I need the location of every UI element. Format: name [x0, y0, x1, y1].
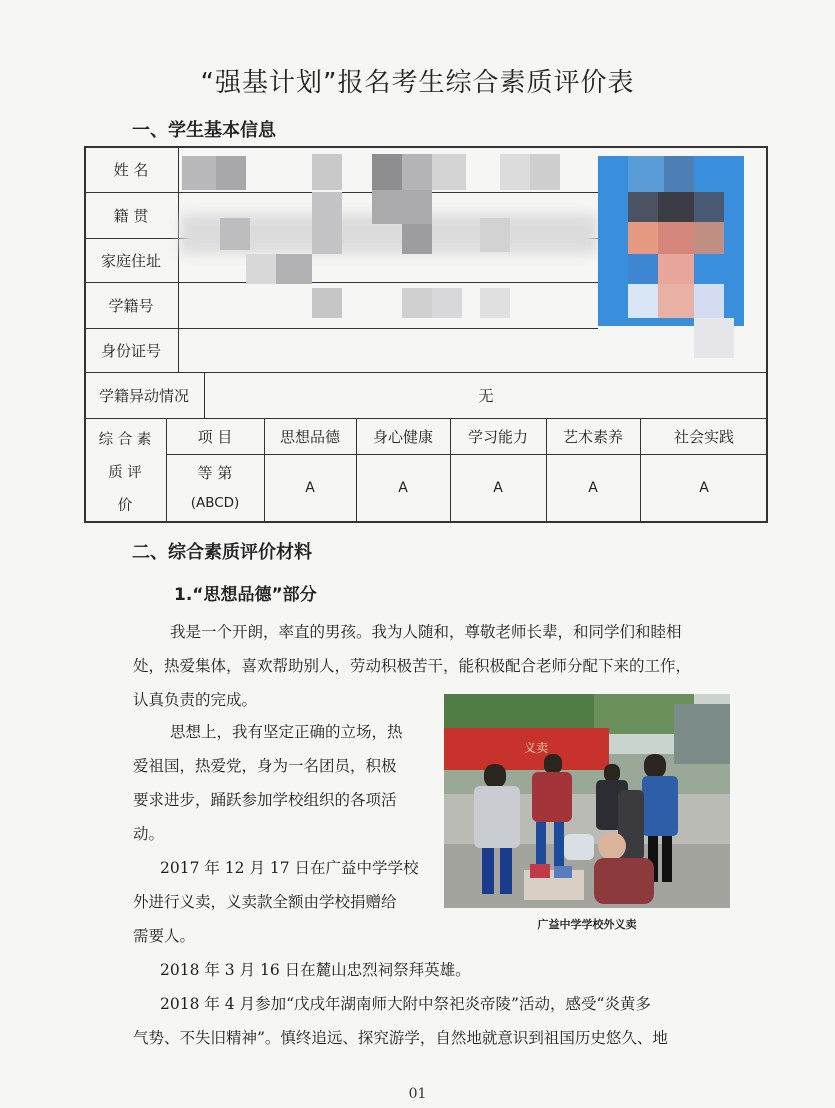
paragraph-3-line-2: 外进行义卖，义卖款全额由学校捐赠给: [133, 893, 397, 911]
grade-arts: A: [588, 480, 598, 496]
grade-learning: A: [493, 480, 503, 496]
item-label: 项 目: [197, 427, 233, 446]
section-heading-materials: 二、综合素质评价材料: [132, 542, 312, 563]
grade-scale: (ABCD): [190, 495, 240, 511]
paragraph-2-line-3: 要求进步，踊跃参加学校组织的各项活: [133, 791, 397, 809]
section-heading-basic-info: 一、学生基本信息: [132, 120, 276, 141]
charity-sale-photo: [444, 694, 730, 908]
eval-label-line1: 综 合 素: [98, 431, 152, 448]
paragraph-3-line-3: 需要人。: [133, 927, 196, 945]
document-title: “强基计划”报名考生综合素质评价表: [200, 68, 635, 98]
category-health: 身心健康: [372, 427, 433, 446]
paragraph-2-line-1: 思想上，我有坚定正确的立场，热: [170, 723, 403, 741]
eval-label-line2: 质 评: [108, 464, 142, 481]
paragraph-2-line-4: 动。: [133, 825, 165, 843]
subsection-heading-moral: 1.“思想品德”部分: [174, 585, 317, 605]
paragraph-5-line-2: 气势、不失旧精神”。慎终追远、探究游学，自然地就意识到祖国历史悠久、地: [133, 1029, 668, 1047]
label-native-place: 籍 贯: [113, 206, 149, 225]
grade-moral: A: [305, 480, 315, 496]
status-change-value: 无: [478, 386, 494, 405]
paragraph-1-line-2: 处，热爱集体，喜欢帮助别人，劳动积极苦干，能积极配合老师分配下来的工作，: [133, 657, 692, 675]
paragraph-1-line-3: 认真负责的完成。: [133, 691, 258, 709]
category-arts: 艺术素养: [562, 427, 623, 446]
label-home-address: 家庭住址: [100, 251, 161, 270]
paragraph-5-line-1: 2018 年 4 月参加“戊戌年湖南师大附中祭祀炎帝陵”活动，感受“炎黄多: [160, 995, 651, 1013]
label-name: 姓 名: [113, 160, 149, 179]
category-moral: 思想品德: [279, 427, 340, 446]
photo-caption: 广益中学学校外义卖: [537, 918, 637, 931]
portrait-photo-redacted: [598, 156, 744, 366]
grade-label: 等 第: [197, 463, 233, 482]
paragraph-1-line-1: 我是一个开朗，率直的男孩。我为人随和，尊敬老师长辈，和同学们和睦相: [170, 623, 682, 641]
student-info-table: [84, 146, 768, 522]
label-status-change: 学籍异动情况: [98, 386, 189, 405]
paragraph-3-line-1: 2017 年 12 月 17 日在广益中学学校: [160, 859, 419, 877]
category-learning: 学习能力: [467, 427, 528, 446]
photo-banner-text: 义卖: [524, 741, 549, 755]
grade-social-practice: A: [699, 480, 709, 496]
page-number: 01: [408, 1086, 427, 1102]
redacted-personal-info: [180, 148, 598, 370]
label-student-number: 学籍号: [108, 296, 154, 315]
eval-label-line3: 价: [117, 497, 133, 514]
paragraph-2-line-2: 爱祖国，热爱党，身为一名团员，积极: [133, 757, 397, 775]
category-social-practice: 社会实践: [673, 427, 734, 446]
paragraph-4-line-1: 2018 年 3 月 16 日在麓山忠烈祠祭拜英雄。: [160, 961, 471, 979]
label-id-number: 身份证号: [100, 341, 161, 360]
grade-health: A: [398, 480, 408, 496]
